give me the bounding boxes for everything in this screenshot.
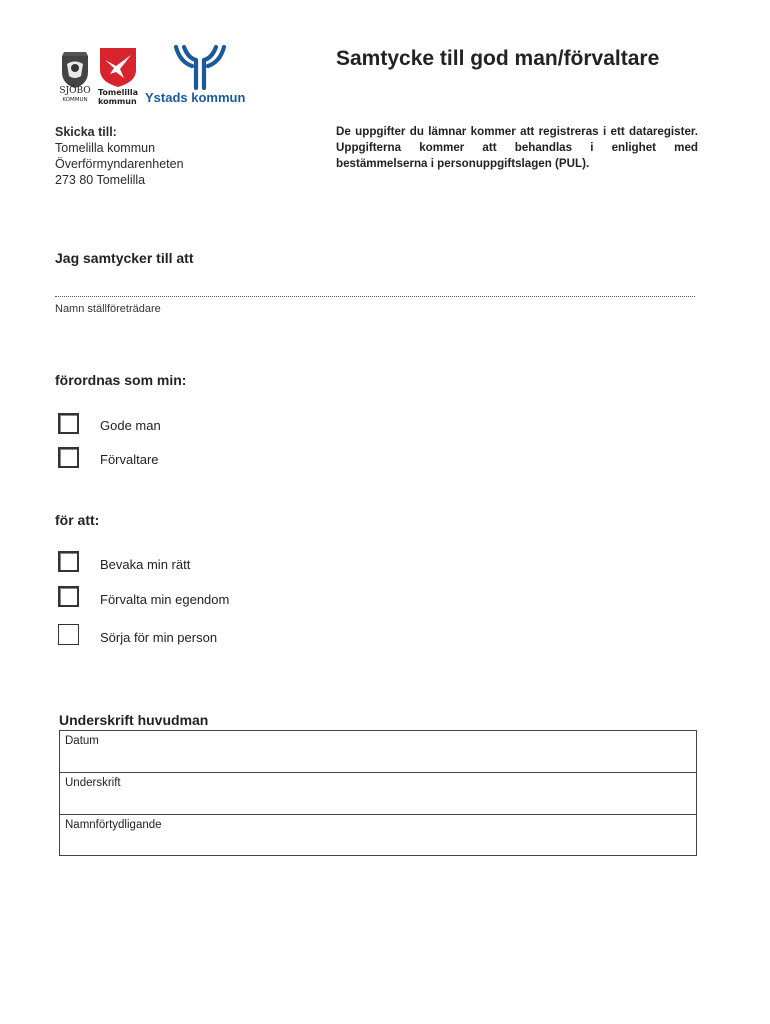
ystad-logo-text: Ystads kommun [145,90,246,105]
name-clarification-field[interactable] [60,815,696,857]
sjobo-coat-of-arms-icon [56,46,94,88]
signature-field-label: Underskrift [65,777,121,789]
sorja-for-min-person-label: Sörja för min person [100,630,218,645]
date-field-label: Datum [65,735,99,747]
consent-heading: Jag samtycker till att [55,250,194,266]
sorja-for-min-person-checkbox[interactable] [58,624,79,645]
representative-name-line[interactable] [55,296,695,297]
send-to-line: Tomelilla kommun [55,141,156,155]
gode-man-label: Gode man [100,418,161,433]
tomelilla-logo [98,46,140,106]
ystad-y-symbol-icon [172,44,228,90]
bevaka-min-ratt-label: Bevaka min rätt [100,557,191,572]
sjobo-logo-text: SJÖBO KOMMUN [59,86,91,103]
privacy-notice: De uppgifter du lämnar kommer att registreras i ett dataregister. Uppgifterna kommer att behandlas i enlighet med bestämmelserna i personuppgiftslagen (PUL). [336,125,698,170]
purpose-heading: för att: [55,512,100,528]
send-to-address [55,124,184,188]
forvaltare-label: Förvaltare [100,452,159,467]
tomelilla-bird-shield-icon [98,46,138,87]
signature-heading: Underskrift huvudman [59,712,209,728]
signature-box [59,730,697,856]
gode-man-checkbox[interactable] [58,413,79,434]
ystad-logo [145,44,255,106]
send-to-line: 273 80 Tomelilla [55,173,146,187]
send-to-label: Skicka till: [55,125,117,139]
name-clarification-field-label: Namnförtydligande [65,819,162,831]
forvalta-min-egendom-label: Förvalta min egendom [100,592,230,607]
tomelilla-logo-text: Tomelilla kommun [98,88,139,106]
appointed-heading: förordnas som min: [55,372,187,388]
sjobo-logo [54,46,96,106]
page-title: Samtycke till god man/förvaltare [336,47,660,70]
date-field[interactable] [60,731,696,773]
send-to-line: Överförmyndarenheten [55,157,184,171]
forvaltare-checkbox[interactable] [58,447,79,468]
bevaka-min-ratt-checkbox[interactable] [58,551,79,572]
signature-field[interactable] [60,773,696,815]
forvalta-min-egendom-checkbox[interactable] [58,586,79,607]
representative-name-caption: Namn ställföreträdare [55,303,161,315]
